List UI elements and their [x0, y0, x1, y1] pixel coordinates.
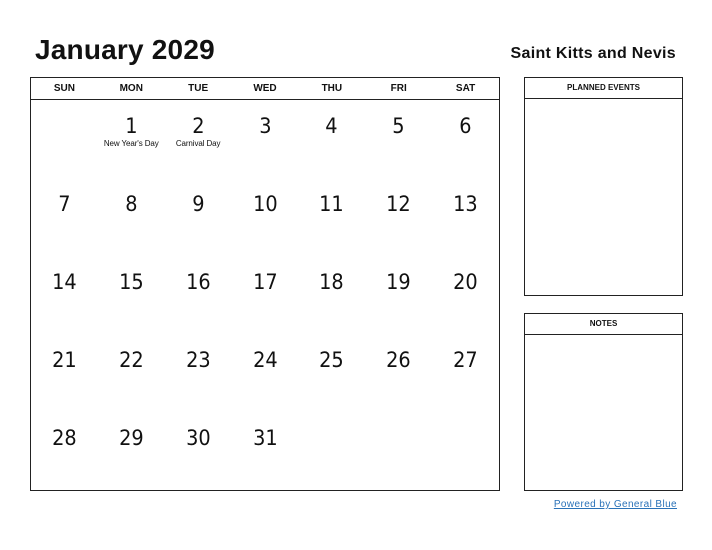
- day-number: 19: [386, 270, 412, 294]
- weekday-thu: THU: [321, 83, 343, 94]
- week-row: [31, 334, 499, 412]
- day-cell: [365, 100, 432, 178]
- day-cell: [165, 178, 232, 256]
- day-number: 22: [118, 348, 144, 372]
- day-cell: [31, 178, 98, 256]
- day-cell: [31, 100, 98, 178]
- day-number: 13: [453, 192, 478, 216]
- day-cell: [165, 334, 232, 412]
- day-cell: [298, 100, 365, 178]
- day-cell: [232, 412, 299, 490]
- weekday-wed: WED: [253, 83, 277, 94]
- day-cell: [98, 100, 165, 178]
- week-row: [31, 256, 499, 334]
- holiday-label: Carnival Day: [175, 139, 221, 148]
- day-cell: [298, 256, 365, 334]
- day-number: 26: [386, 348, 412, 372]
- day-cell: [365, 412, 432, 490]
- day-number: 5: [392, 114, 405, 138]
- day-cell: [165, 256, 232, 334]
- day-cell: [165, 412, 232, 490]
- weekday-sat: SAT: [455, 83, 476, 94]
- weekday-mon: MON: [119, 83, 143, 94]
- week-row: [31, 100, 499, 178]
- page-title: January 2029: [35, 34, 215, 65]
- day-number: 25: [319, 348, 345, 372]
- day-number: 17: [252, 270, 278, 294]
- day-number: 8: [125, 192, 138, 216]
- day-number: 4: [325, 114, 338, 138]
- day-cell: [98, 256, 165, 334]
- day-number: 21: [52, 348, 77, 372]
- day-cell: [98, 412, 165, 490]
- day-cell: [432, 178, 499, 256]
- day-cell: [432, 412, 499, 490]
- day-cell: [232, 100, 299, 178]
- weekday-tue: TUE: [188, 83, 209, 94]
- day-cell: [232, 334, 299, 412]
- day-number: 18: [319, 270, 345, 294]
- weekday-sun: SUN: [53, 83, 75, 94]
- day-number: 11: [319, 192, 345, 216]
- day-number: 9: [191, 192, 205, 216]
- planned-events-header: PLANNED EVENTS: [525, 78, 682, 99]
- day-cell: [432, 100, 499, 178]
- day-cell: [31, 334, 98, 412]
- day-cell: [165, 100, 232, 178]
- planned-events-panel: [524, 77, 683, 296]
- weekday-fri: FRI: [390, 83, 407, 94]
- day-cell: [432, 334, 499, 412]
- day-number: 14: [52, 270, 77, 294]
- day-cell: [365, 334, 432, 412]
- day-cell: [298, 178, 365, 256]
- day-number: 2: [191, 114, 205, 138]
- day-cell: [31, 256, 98, 334]
- day-number: 27: [453, 348, 478, 372]
- day-cell: [365, 178, 432, 256]
- day-cell: [98, 178, 165, 256]
- week-row: [31, 412, 499, 490]
- weekday-header-row: [31, 78, 499, 100]
- calendar-weeks: [31, 100, 499, 490]
- day-number: 1: [125, 114, 138, 138]
- day-number: 3: [258, 114, 272, 138]
- day-number: 12: [386, 192, 412, 216]
- holiday-label: New Year's Day: [103, 139, 159, 148]
- day-cell: [432, 256, 499, 334]
- notes-panel: [524, 313, 683, 491]
- day-number: 30: [185, 426, 211, 450]
- day-number: 23: [185, 348, 211, 372]
- day-number: 24: [252, 348, 278, 372]
- day-number: 28: [52, 426, 77, 450]
- day-cell: [31, 412, 98, 490]
- powered-by-link[interactable]: Powered by General Blue: [553, 499, 677, 510]
- day-cell: [232, 178, 299, 256]
- day-number: 7: [58, 192, 71, 216]
- day-cell: [298, 334, 365, 412]
- day-cell: [365, 256, 432, 334]
- calendar-grid: [30, 77, 500, 491]
- day-number: 10: [252, 192, 278, 216]
- day-number: 6: [459, 114, 472, 138]
- week-row: [31, 178, 499, 256]
- day-number: 15: [118, 270, 144, 294]
- notes-header: NOTES: [525, 314, 682, 335]
- day-cell: [232, 256, 299, 334]
- country-label: Saint Kitts and Nevis: [510, 45, 676, 62]
- day-number: 20: [453, 270, 478, 294]
- day-number: 29: [118, 426, 144, 450]
- day-cell: [298, 412, 365, 490]
- day-number: 31: [252, 426, 278, 450]
- day-number: 16: [185, 270, 211, 294]
- day-cell: [98, 334, 165, 412]
